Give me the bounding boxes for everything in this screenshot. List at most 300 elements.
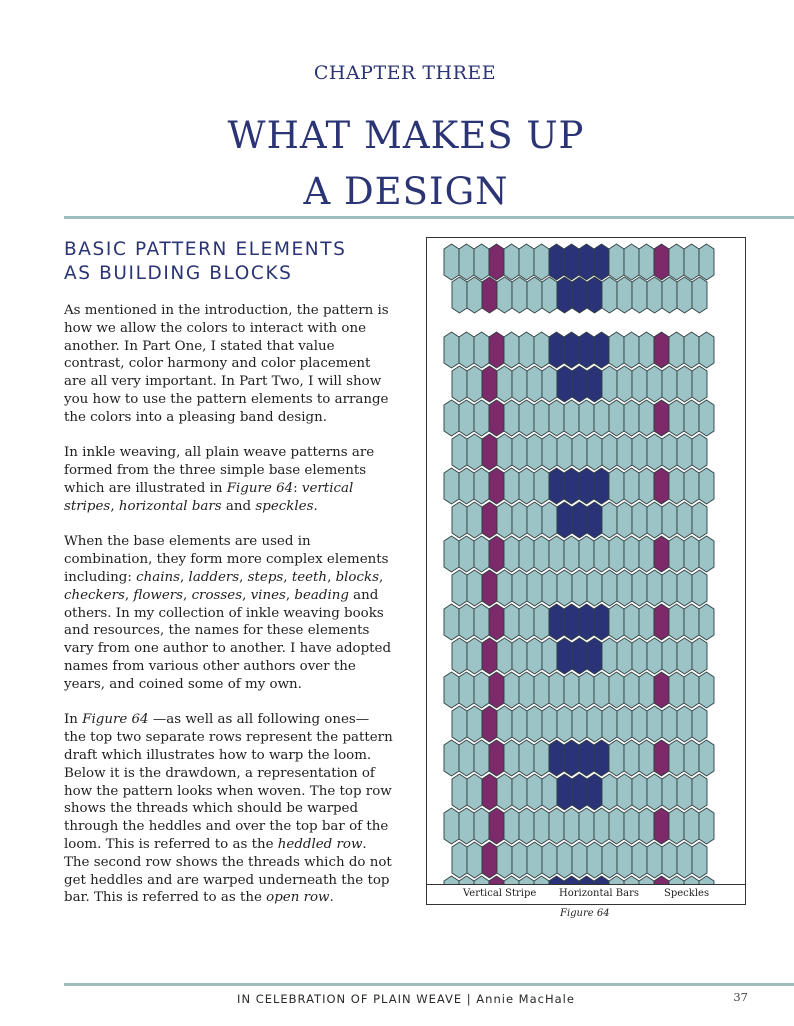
drawdown-thread (557, 366, 572, 402)
text-run: . The second row shows the threads which do not get heddles and are warped underneath the top bar. This is referred to as the (64, 836, 392, 906)
open-thread (467, 277, 482, 313)
drawdown-thread (504, 536, 519, 572)
drawdown-thread (677, 706, 692, 742)
drawdown-thread (579, 332, 594, 368)
open-thread (677, 277, 692, 313)
drawdown-thread (474, 808, 489, 844)
paragraph (64, 533, 394, 693)
drawdown-thread (579, 400, 594, 436)
drawdown-thread (497, 366, 512, 402)
drawdown-thread (444, 740, 459, 776)
drawdown-thread (459, 468, 474, 504)
drawdown-thread (549, 740, 564, 776)
drawdown-thread (609, 536, 624, 572)
drawdown-thread (459, 672, 474, 708)
italic-text: beading (294, 587, 349, 603)
drawdown-thread (624, 808, 639, 844)
drawdown-thread (639, 672, 654, 708)
drawdown-thread (602, 366, 617, 402)
drawdown-thread (639, 536, 654, 572)
drawdown-thread (632, 842, 647, 878)
drawdown-thread (482, 434, 497, 470)
drawdown-thread (632, 434, 647, 470)
drawdown-thread (699, 808, 714, 844)
drawdown-thread (564, 332, 579, 368)
text-run: . (313, 498, 318, 514)
drawdown-thread (594, 536, 609, 572)
drawdown-thread (587, 366, 602, 402)
italic-text: checkers (64, 587, 125, 603)
drawdown-thread (647, 366, 662, 402)
text-run: , (110, 498, 119, 514)
drawdown-thread (602, 842, 617, 878)
drawdown-thread (654, 604, 669, 640)
drawdown-thread (444, 876, 459, 884)
drawdown-thread (519, 604, 534, 640)
drawdown-thread (557, 774, 572, 810)
drawdown-thread (617, 774, 632, 810)
text-run: and (221, 498, 256, 514)
drawdown-thread (654, 468, 669, 504)
drawdown-thread (587, 570, 602, 606)
text-run: , (378, 569, 384, 585)
open-thread (647, 277, 662, 313)
drawdown-thread (594, 740, 609, 776)
drawdown-thread (504, 400, 519, 436)
text-run: , (242, 587, 251, 603)
drawdown-thread (594, 468, 609, 504)
italic-text: horizontal bars (118, 498, 222, 514)
italic-text: speckles (255, 498, 314, 514)
drawdown-thread (474, 740, 489, 776)
drawdown-thread (624, 332, 639, 368)
drawdown-thread (692, 502, 707, 538)
text-run: As mentioned in the introduction, the pattern is how we allow the colors to interact with one another. In Part One, I stated that value contrast, color harmony and color placement are all very important. In Part Two, I will show you how to use the pattern elements to arrange the colors into a pleasing band design. (64, 303, 389, 425)
chapter-label: CHAPTER THREE (313, 62, 497, 84)
drawdown-thread (639, 740, 654, 776)
drawdown-thread (699, 604, 714, 640)
open-thread (527, 277, 542, 313)
drawdown-thread (444, 536, 459, 572)
drawdown-thread (639, 468, 654, 504)
heddled-thread (624, 244, 639, 280)
drawdown-thread (684, 604, 699, 640)
drawdown-thread (452, 366, 467, 402)
drawdown-thread (624, 400, 639, 436)
drawdown-thread (564, 536, 579, 572)
drawdown-thread (497, 570, 512, 606)
drawdown-thread (677, 570, 692, 606)
drawdown-thread (602, 774, 617, 810)
drawdown-thread (497, 638, 512, 674)
open-thread (617, 277, 632, 313)
drawdown-thread (467, 502, 482, 538)
drawdown-thread (512, 570, 527, 606)
section-heading (64, 238, 404, 286)
open-thread (452, 277, 467, 313)
drawdown-thread (662, 638, 677, 674)
italic-text: open row (266, 890, 330, 906)
heddled-thread (594, 244, 609, 280)
drawdown-thread (609, 332, 624, 368)
drawdown-thread (467, 638, 482, 674)
italic-text: flowers (133, 587, 184, 603)
drawdown-thread (549, 468, 564, 504)
drawdown-thread (504, 332, 519, 368)
drawdown-thread (512, 706, 527, 742)
drawdown-thread (489, 740, 504, 776)
heddled-thread (549, 244, 564, 280)
drawdown-thread (572, 842, 587, 878)
drawdown-thread (587, 434, 602, 470)
drawdown-thread (474, 400, 489, 436)
drawdown-thread (444, 604, 459, 640)
text-run: , (283, 569, 292, 585)
drawdown-thread (512, 774, 527, 810)
drawdown-thread (632, 638, 647, 674)
italic-text: crosses (191, 587, 243, 603)
drawdown-thread (557, 570, 572, 606)
open-thread (512, 277, 527, 313)
paragraph (64, 711, 394, 907)
drawdown-thread (654, 808, 669, 844)
heddled-thread (684, 244, 699, 280)
italic-text: Figure 64 (226, 480, 294, 496)
open-thread (602, 277, 617, 313)
drawdown-thread (467, 842, 482, 878)
drawdown-thread (467, 366, 482, 402)
drawdown-thread (549, 400, 564, 436)
drawdown-thread (609, 468, 624, 504)
drawdown-thread (692, 434, 707, 470)
drawdown-thread (519, 468, 534, 504)
drawdown-thread (662, 842, 677, 878)
text-run: —as well as all following ones— the top two separate rows represent the pattern draft which illustrates how to warp the loom. Below it is the drawdown, a representation of how the pattern looks when woven. The top row shows the threads which should be warped through the heddles and over the top bar of the loom. This is referred to as the (64, 712, 393, 852)
drawdown-thread (647, 706, 662, 742)
drawdown-thread (579, 536, 594, 572)
drawdown-thread (557, 434, 572, 470)
drawdown-thread (444, 672, 459, 708)
drawdown-thread (459, 604, 474, 640)
drawdown-thread (594, 808, 609, 844)
drawdown-thread (587, 774, 602, 810)
caption-horizontal-bars: Horizontal Bars (559, 888, 640, 899)
drawdown-thread (684, 740, 699, 776)
drawdown-thread (594, 400, 609, 436)
drawdown-thread (557, 842, 572, 878)
drawdown-thread (549, 672, 564, 708)
drawdown-thread (624, 468, 639, 504)
heddled-thread (609, 244, 624, 280)
chapter-title (0, 108, 794, 220)
drawdown-thread (467, 434, 482, 470)
drawdown-thread (684, 400, 699, 436)
drawdown-thread (677, 366, 692, 402)
italic-text: teeth (291, 569, 328, 585)
drawdown-thread (444, 332, 459, 368)
drawdown-thread (444, 808, 459, 844)
drawdown-thread (474, 604, 489, 640)
drawdown-thread (534, 536, 549, 572)
drawdown-thread (692, 706, 707, 742)
drawdown-thread (519, 400, 534, 436)
drawdown-thread (617, 434, 632, 470)
text-run: , (183, 587, 192, 603)
drawdown-thread (534, 672, 549, 708)
drawdown-thread (564, 740, 579, 776)
drawdown-thread (602, 570, 617, 606)
drawdown-thread (504, 672, 519, 708)
drawdown-thread (669, 740, 684, 776)
text-run: . (329, 890, 334, 906)
drawdown-thread (617, 638, 632, 674)
drawdown-thread (467, 706, 482, 742)
drawdown-thread (647, 842, 662, 878)
weave-drawdown (427, 238, 744, 884)
paragraph (64, 302, 394, 427)
drawdown-thread (452, 638, 467, 674)
drawdown-thread (609, 740, 624, 776)
drawdown-thread (647, 502, 662, 538)
drawdown-thread (617, 706, 632, 742)
drawdown-thread (609, 808, 624, 844)
drawdown-thread (602, 706, 617, 742)
drawdown-thread (572, 570, 587, 606)
drawdown-thread (617, 502, 632, 538)
drawdown-thread (459, 808, 474, 844)
open-thread (692, 277, 707, 313)
drawdown-thread (474, 672, 489, 708)
italic-text: blocks (335, 569, 379, 585)
drawdown-thread (699, 740, 714, 776)
heddled-thread (519, 244, 534, 280)
drawdown-thread (459, 332, 474, 368)
drawdown-thread (662, 502, 677, 538)
drawdown-thread (542, 706, 557, 742)
drawdown-thread (489, 468, 504, 504)
drawdown-thread (504, 468, 519, 504)
drawdown-thread (512, 366, 527, 402)
drawdown-thread (699, 468, 714, 504)
drawdown-thread (482, 638, 497, 674)
drawdown-thread (662, 706, 677, 742)
italic-text: vines (250, 587, 286, 603)
drawdown-thread (527, 774, 542, 810)
drawdown-thread (602, 638, 617, 674)
drawdown-thread (482, 502, 497, 538)
drawdown-thread (662, 774, 677, 810)
drawdown-thread (587, 638, 602, 674)
drawdown-thread (624, 740, 639, 776)
drawdown-thread (624, 672, 639, 708)
paragraph (64, 444, 394, 515)
drawdown-thread (654, 672, 669, 708)
drawdown-thread (489, 400, 504, 436)
drawdown-thread (684, 536, 699, 572)
italic-text: vertical stripes (64, 480, 354, 514)
footer-text: IN CELEBRATION OF PLAIN WEAVE | Annie MacHale (237, 992, 575, 1006)
text-run: , (285, 587, 295, 603)
chapter-title-line-2: A DESIGN (303, 170, 509, 213)
drawdown-thread (519, 332, 534, 368)
drawdown-thread (549, 604, 564, 640)
drawdown-thread (647, 570, 662, 606)
drawdown-thread (662, 434, 677, 470)
drawdown-thread (482, 706, 497, 742)
drawdown-thread (452, 502, 467, 538)
drawdown-thread (639, 332, 654, 368)
drawdown-thread (587, 502, 602, 538)
heddled-thread (489, 244, 504, 280)
drawdown-thread (519, 536, 534, 572)
drawdown-thread (594, 604, 609, 640)
drawdown-thread (699, 672, 714, 708)
drawdown-thread (587, 706, 602, 742)
drawdown-thread (542, 502, 557, 538)
drawdown-thread (579, 468, 594, 504)
heddled-thread (579, 244, 594, 280)
drawdown-thread (669, 400, 684, 436)
drawdown-thread (497, 502, 512, 538)
drawdown-thread (489, 536, 504, 572)
drawdown-thread (482, 774, 497, 810)
drawdown-thread (557, 638, 572, 674)
drawdown-thread (542, 774, 557, 810)
figure-number: Figure 64 (560, 908, 610, 919)
drawdown-thread (504, 740, 519, 776)
drawdown-thread (669, 672, 684, 708)
heddled-thread (669, 244, 684, 280)
open-thread (497, 277, 512, 313)
drawdown-thread (594, 672, 609, 708)
drawdown-thread (519, 740, 534, 776)
drawdown-thread (564, 400, 579, 436)
heddled-thread (699, 244, 714, 280)
drawdown-thread (482, 842, 497, 878)
drawdown-thread (579, 604, 594, 640)
drawdown-thread (564, 672, 579, 708)
heddled-thread (504, 244, 519, 280)
drawdown-thread (572, 502, 587, 538)
drawdown-thread (512, 502, 527, 538)
drawdown-thread (632, 502, 647, 538)
drawdown-thread (684, 808, 699, 844)
drawdown-thread (602, 502, 617, 538)
drawdown-thread (579, 808, 594, 844)
drawdown-thread (489, 672, 504, 708)
text-run: , (124, 587, 134, 603)
drawdown-thread (527, 638, 542, 674)
drawdown-thread (632, 366, 647, 402)
drawdown-thread (609, 604, 624, 640)
drawdown-thread (572, 434, 587, 470)
drawdown-thread (549, 536, 564, 572)
drawdown-thread (527, 502, 542, 538)
heddled-thread (564, 244, 579, 280)
drawdown-thread (542, 366, 557, 402)
text-run: and others. In my collection of inkle weaving books and resources, the names for these elements vary from one author to another. I have adopted names from various other authors over the years, and coined some of my own. (64, 587, 392, 692)
italic-text: Figure 64 (82, 712, 149, 728)
drawdown-thread (444, 468, 459, 504)
drawdown-thread (639, 400, 654, 436)
drawdown-thread (647, 774, 662, 810)
drawdown-thread (639, 808, 654, 844)
drawdown-thread (497, 706, 512, 742)
drawdown-thread (692, 638, 707, 674)
drawdown-thread (587, 842, 602, 878)
section-heading-line-1: BASIC PATTERN ELEMENTS (64, 239, 347, 260)
drawdown-thread (534, 808, 549, 844)
caption-speckles: Speckles (664, 888, 710, 899)
drawdown-thread (459, 740, 474, 776)
text-run: When the base elements are used in combination, they form more complex elements including: (64, 534, 389, 585)
drawdown-thread (482, 366, 497, 402)
drawdown-thread (669, 468, 684, 504)
drawdown-thread (534, 400, 549, 436)
drawdown-thread (512, 638, 527, 674)
drawdown-thread (654, 740, 669, 776)
drawdown-thread (632, 774, 647, 810)
drawdown-thread (534, 468, 549, 504)
drawdown-thread (557, 502, 572, 538)
drawdown-thread (489, 808, 504, 844)
drawdown-thread (564, 468, 579, 504)
drawdown-thread (617, 366, 632, 402)
open-thread (632, 277, 647, 313)
drawdown-thread (512, 434, 527, 470)
drawdown-thread (512, 842, 527, 878)
text-run: In (64, 712, 83, 728)
drawdown-thread (699, 400, 714, 436)
drawdown-thread (489, 604, 504, 640)
drawdown-thread (467, 774, 482, 810)
drawdown-thread (497, 434, 512, 470)
drawdown-thread (527, 706, 542, 742)
drawdown-thread (624, 604, 639, 640)
drawdown-thread (609, 400, 624, 436)
drawdown-thread (542, 638, 557, 674)
drawdown-thread (669, 808, 684, 844)
drawdown-thread (669, 604, 684, 640)
drawdown-thread (504, 808, 519, 844)
drawdown-thread (654, 536, 669, 572)
drawdown-thread (654, 332, 669, 368)
open-thread (587, 277, 602, 313)
drawdown-thread (632, 706, 647, 742)
drawdown-thread (459, 400, 474, 436)
heddled-thread (444, 244, 459, 280)
drawdown-thread (572, 638, 587, 674)
drawdown-thread (662, 570, 677, 606)
italic-text: chains (136, 569, 181, 585)
heddled-thread (534, 244, 549, 280)
italic-text: ladders (188, 569, 240, 585)
text-run: In inkle weaving, all plain weave patterns are formed from the three simple base elements which are illustrated in (64, 445, 375, 496)
drawdown-thread (489, 332, 504, 368)
open-thread (482, 277, 497, 313)
drawdown-thread (444, 400, 459, 436)
drawdown-thread (639, 604, 654, 640)
chapter-title-line-1: WHAT MAKES UP (227, 114, 585, 157)
drawdown-thread (534, 604, 549, 640)
drawdown-thread (684, 332, 699, 368)
open-thread (557, 277, 572, 313)
header-divider (64, 216, 794, 219)
drawdown-thread (669, 332, 684, 368)
drawdown-thread (527, 434, 542, 470)
drawdown-thread (534, 332, 549, 368)
drawdown-thread (669, 536, 684, 572)
